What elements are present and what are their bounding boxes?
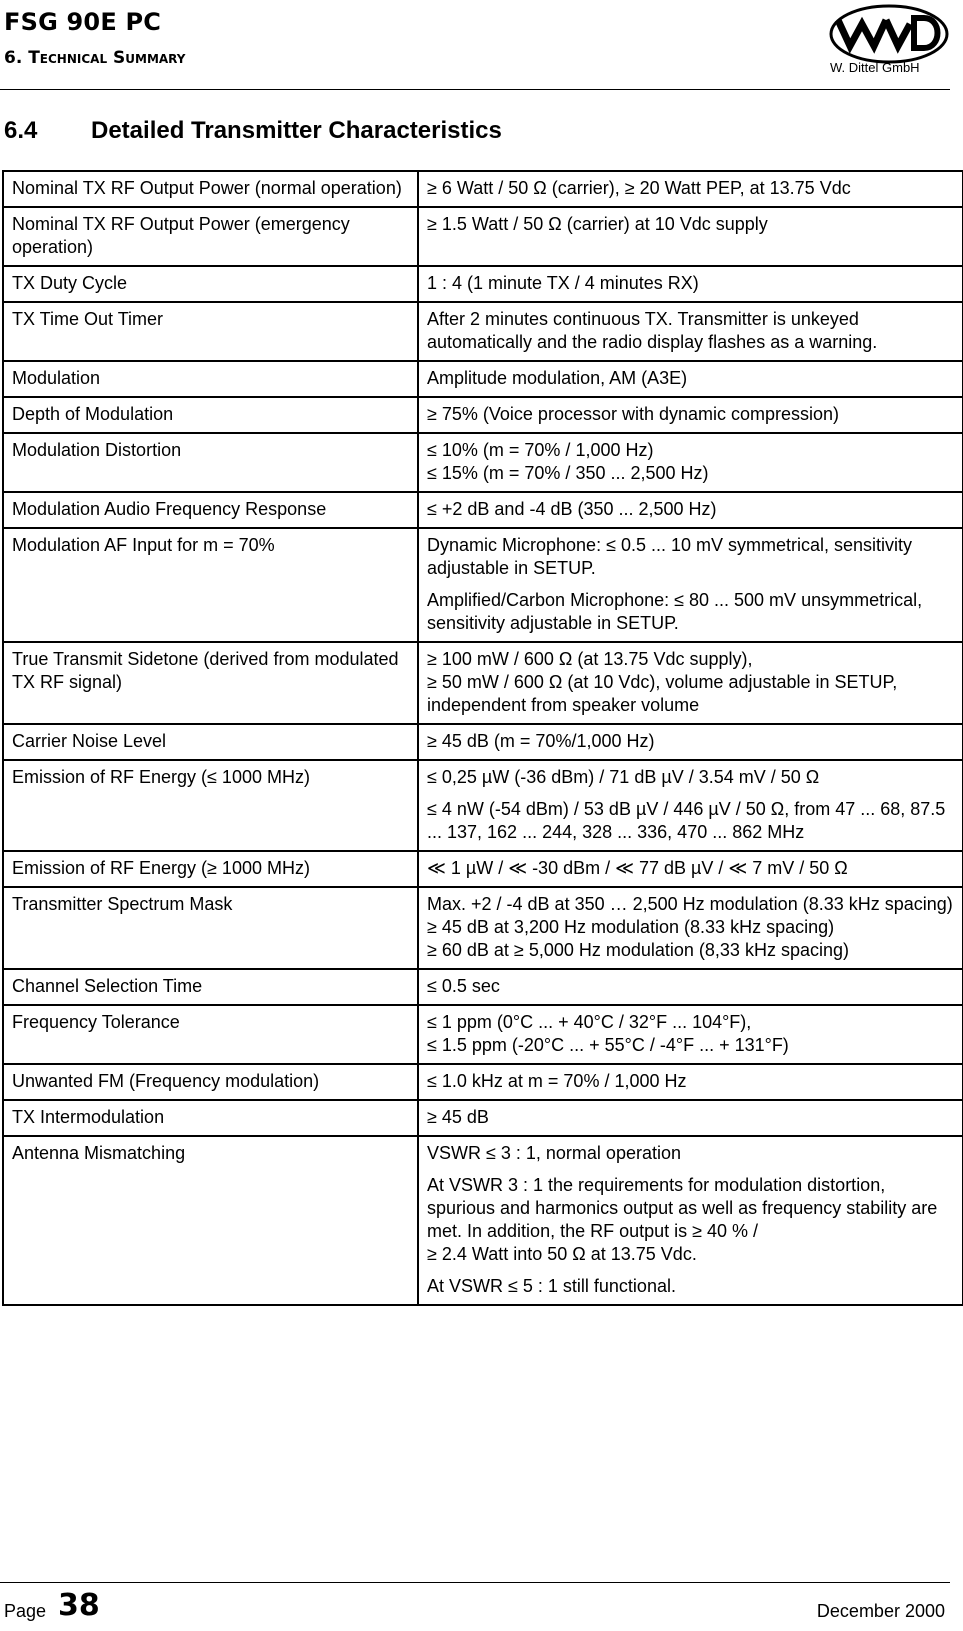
parameter-cell: Transmitter Spectrum Mask: [3, 887, 418, 969]
transmitter-characteristics-table: [2, 170, 963, 1306]
value-cell: [418, 724, 963, 760]
value-paragraph: ≥ 1.5 Watt / 50 Ω (carrier) at 10 Vdc supply: [427, 214, 768, 234]
parameter-cell: Modulation AF Input for m = 70%: [3, 528, 418, 642]
table-row: [3, 1136, 963, 1305]
table-row: [3, 1100, 963, 1136]
company-name: W. Dittel GmbH: [830, 60, 920, 75]
table-row: [3, 302, 963, 361]
page-number: 38: [58, 1588, 100, 1623]
value-cell: [418, 171, 963, 207]
page-header: [0, 0, 963, 92]
header-divider: [0, 89, 950, 90]
value-paragraph: ≥ 45 dB: [427, 1107, 489, 1127]
parameter-cell: Depth of Modulation: [3, 397, 418, 433]
parameter-cell: TX Duty Cycle: [3, 266, 418, 302]
value-cell: [418, 528, 963, 642]
value-paragraph: VSWR ≤ 3 : 1, normal operation: [427, 1143, 681, 1163]
value-cell: [418, 642, 963, 724]
table-row: [3, 492, 963, 528]
value-paragraph: ≥ 6 Watt / 50 Ω (carrier), ≥ 20 Watt PEP, at 13.75 Vdc: [427, 178, 851, 198]
parameter-cell: True Transmit Sidetone (derived from modulated TX RF signal): [3, 642, 418, 724]
table-row: [3, 207, 963, 266]
value-cell: [418, 492, 963, 528]
value-paragraph: Amplitude modulation, AM (A3E): [427, 368, 688, 388]
table-row: [3, 361, 963, 397]
value-paragraph: ≤ 4 nW (-54 dBm) / 53 dB µV / 446 µV / 50 Ω, from 47 ... 68, 87.5 ... 137, 162 ... 244, 328 ... 336, 470 ... 862 MHz: [427, 799, 946, 842]
value-cell: [418, 1100, 963, 1136]
value-cell: [418, 266, 963, 302]
value-cell: [418, 207, 963, 266]
value-cell: [418, 851, 963, 887]
document-title: FSG 90E PC: [4, 8, 162, 36]
parameter-cell: Channel Selection Time: [3, 969, 418, 1005]
table-row: [3, 851, 963, 887]
section-title: Detailed Transmitter Characteristics: [91, 117, 502, 144]
value-cell: [418, 302, 963, 361]
table-row: [3, 171, 963, 207]
parameter-cell: Antenna Mismatching: [3, 1136, 418, 1305]
parameter-cell: Emission of RF Energy (≤ 1000 MHz): [3, 760, 418, 851]
value-paragraph: At VSWR 3 : 1 the requirements for modulation distortion, spurious and harmonics output as well as frequency stability are met. In addition, the RF output is ≥ 40 % / ≥ 2.4 Watt into 50 Ω at 13.75 Vdc.: [427, 1175, 938, 1264]
value-paragraph: ≥ 75% (Voice processor with dynamic compression): [427, 404, 840, 424]
value-cell: [418, 361, 963, 397]
table-row: [3, 760, 963, 851]
value-cell: [418, 1005, 963, 1064]
value-cell: [418, 969, 963, 1005]
page-label: Page: [4, 1601, 47, 1621]
value-paragraph: ≤ 1 ppm (0°C ... + 40°C / 32°F ... 104°F), ≤ 1.5 ppm (-20°C ... + 55°C / -4°F ... + 131°F): [427, 1012, 789, 1055]
parameter-cell: Nominal TX RF Output Power (normal operation): [3, 171, 418, 207]
value-paragraph: ≤ 0,25 µW (-36 dBm) / 71 dB µV / 3.54 mV / 50 Ω: [427, 767, 820, 787]
value-paragraph: ≥ 100 mW / 600 Ω (at 13.75 Vdc supply), ≥ 50 mW / 600 Ω (at 10 Vdc), volume adjustable in SETUP, independent from speaker volume: [427, 649, 898, 715]
parameter-cell: Modulation Distortion: [3, 433, 418, 492]
parameter-cell: Nominal TX RF Output Power (emergency operation): [3, 207, 418, 266]
footer-divider: [0, 1582, 950, 1583]
parameter-cell: Modulation: [3, 361, 418, 397]
parameter-cell: Modulation Audio Frequency Response: [3, 492, 418, 528]
value-paragraph: 1 : 4 (1 minute TX / 4 minutes RX): [427, 273, 699, 293]
value-cell: [418, 397, 963, 433]
table-row: [3, 1064, 963, 1100]
table-row: [3, 528, 963, 642]
value-paragraph: Dynamic Microphone: ≤ 0.5 ... 10 mV symmetrical, sensitivity adjustable in SETUP.: [427, 535, 913, 578]
value-cell: [418, 760, 963, 851]
section-heading: [4, 117, 502, 145]
table-row: [3, 969, 963, 1005]
chapter-title: 6. Technical Summary: [4, 48, 186, 68]
parameter-cell: Unwanted FM (Frequency modulation): [3, 1064, 418, 1100]
parameter-cell: TX Time Out Timer: [3, 302, 418, 361]
value-paragraph: At VSWR ≤ 5 : 1 still functional.: [427, 1276, 676, 1296]
value-paragraph: ≤ +2 dB and -4 dB (350 ... 2,500 Hz): [427, 499, 717, 519]
parameter-cell: Carrier Noise Level: [3, 724, 418, 760]
section-number: 6.4: [4, 117, 38, 144]
value-paragraph: ≤ 10% (m = 70% / 1,000 Hz) ≤ 15% (m = 70% / 350 ... 2,500 Hz): [427, 440, 709, 483]
value-cell: [418, 1136, 963, 1305]
value-cell: [418, 1064, 963, 1100]
table-row: [3, 266, 963, 302]
value-paragraph: ≥ 45 dB (m = 70%/1,000 Hz): [427, 731, 655, 751]
parameter-cell: TX Intermodulation: [3, 1100, 418, 1136]
table-row: [3, 642, 963, 724]
value-paragraph: ≪ 1 µW / ≪ -30 dBm / ≪ 77 dB µV / ≪ 7 mV / 50 Ω: [427, 858, 848, 878]
value-cell: [418, 433, 963, 492]
value-paragraph: After 2 minutes continuous TX. Transmitter is unkeyed automatically and the radio display flashes as a warning.: [427, 309, 878, 352]
parameter-cell: Emission of RF Energy (≥ 1000 MHz): [3, 851, 418, 887]
table-row: [3, 887, 963, 969]
document-date: December 2000: [816, 1601, 945, 1621]
table-row: [3, 724, 963, 760]
table-row: [3, 1005, 963, 1064]
value-paragraph: Max. +2 / -4 dB at 350 … 2,500 Hz modulation (8.33 kHz spacing) ≥ 45 dB at 3,200 Hz modulation (8.33 kHz spacing) ≥ 60 dB at ≥ 5,000 Hz modulation (8,33 kHz spacing): [427, 894, 953, 960]
table-row: [3, 433, 963, 492]
value-paragraph: Amplified/Carbon Microphone: ≤ 80 ... 500 mV unsymmetrical, sensitivity adjustable in SETUP.: [427, 590, 923, 633]
value-paragraph: ≤ 0.5 sec: [427, 976, 500, 996]
value-paragraph: ≤ 1.0 kHz at m = 70% / 1,000 Hz: [427, 1071, 687, 1091]
parameter-cell: Frequency Tolerance: [3, 1005, 418, 1064]
table-row: [3, 397, 963, 433]
value-cell: [418, 887, 963, 969]
